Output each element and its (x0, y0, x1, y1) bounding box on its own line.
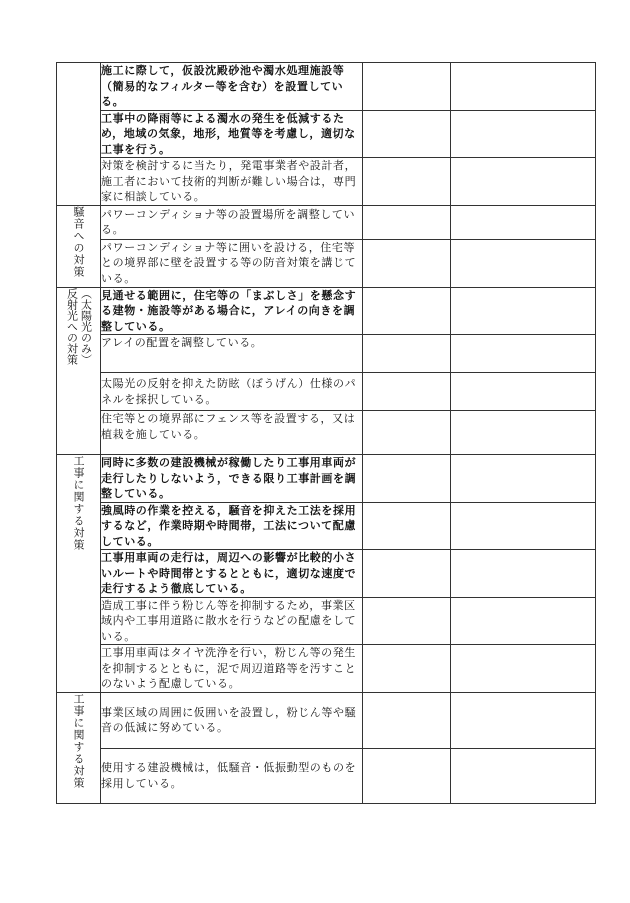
remarks-cell[interactable] (451, 748, 596, 803)
check-cell[interactable] (363, 63, 451, 111)
remarks-cell[interactable] (451, 502, 596, 550)
check-item: 造成工事に伴う粉じん等を抑制するため，事業区域内や工事用道路に散水を行うなどの配慮をしている。 (101, 597, 363, 645)
table-row (57, 748, 596, 803)
check-cell[interactable] (363, 455, 451, 503)
checklist-table (56, 62, 596, 804)
remarks-cell[interactable] (451, 63, 596, 111)
check-item: パワーコンディショナ等の設置場所を調整している。 (101, 205, 363, 239)
check-item: 施工に際して，仮設沈殿砂池や濁水処理施設等（簡易的なフィルター等を含む）を設置している。 (101, 63, 363, 111)
category-cell-construction (57, 455, 101, 693)
check-cell[interactable] (363, 502, 451, 550)
table-row (57, 597, 596, 645)
remarks-cell[interactable] (451, 411, 596, 455)
table-row (57, 287, 596, 335)
category-label-construction: 工事に関する対策 (72, 455, 85, 551)
remarks-cell[interactable] (451, 158, 596, 206)
table-row (57, 645, 596, 693)
check-cell[interactable] (363, 597, 451, 645)
remarks-cell[interactable] (451, 110, 596, 158)
remarks-cell[interactable] (451, 455, 596, 503)
table-row (57, 205, 596, 239)
check-cell[interactable] (363, 692, 451, 748)
category-label-reflection: 反射光への対策 (65, 287, 79, 365)
category-cell-water (57, 63, 101, 206)
table-row (57, 550, 596, 598)
category-label-construction-2: 工事に関する対策 (72, 692, 85, 789)
check-item: アレイの配置を調整している。 (101, 335, 363, 373)
remarks-cell[interactable] (451, 373, 596, 411)
check-cell[interactable] (363, 205, 451, 239)
table-row (57, 158, 596, 206)
category-note-solar: （太陽光のみ） (79, 287, 93, 365)
remarks-cell[interactable] (451, 205, 596, 239)
remarks-cell[interactable] (451, 239, 596, 287)
check-item: 使用する建設機械は，低騒音・低振動型のものを採用している。 (101, 748, 363, 803)
check-cell[interactable] (363, 748, 451, 803)
category-cell-reflection (57, 287, 101, 455)
category-cell-noise (57, 205, 101, 287)
check-cell[interactable] (363, 411, 451, 455)
table-row (57, 502, 596, 550)
check-item: 工事用車両の走行は，周辺への影響が比較的小さいルートや時間帯とするとともに，適切な速度で走行するよう徹底している。 (101, 550, 363, 598)
check-cell[interactable] (363, 287, 451, 335)
check-cell[interactable] (363, 645, 451, 693)
check-cell[interactable] (363, 110, 451, 158)
check-item: 同時に多数の建設機械が稼働したり工事用車両が走行したりしないよう，できる限り工事計画を調整している。 (101, 455, 363, 503)
category-cell-construction-2 (57, 692, 101, 803)
check-cell[interactable] (363, 373, 451, 411)
table-row (57, 63, 596, 111)
remarks-cell[interactable] (451, 692, 596, 748)
check-cell[interactable] (363, 158, 451, 206)
table-row (57, 335, 596, 373)
table-row (57, 411, 596, 455)
check-item: 住宅等との境界部にフェンス等を設置する，又は植栽を施している。 (101, 411, 363, 455)
table-row (57, 110, 596, 158)
table-row (57, 239, 596, 287)
remarks-cell[interactable] (451, 645, 596, 693)
table-row (57, 373, 596, 411)
category-label-noise: 騒音への対策 (72, 205, 85, 278)
remarks-cell[interactable] (451, 550, 596, 598)
check-cell[interactable] (363, 335, 451, 373)
remarks-cell[interactable] (451, 597, 596, 645)
check-item: パワーコンディショナ等に囲いを設ける，住宅等との境界部に壁を設置する等の防音対策を講じている。 (101, 239, 363, 287)
table-row (57, 692, 596, 748)
check-item: 事業区域の周囲に仮囲いを設置し，粉じん等や騒音の低減に努めている。 (101, 692, 363, 748)
table-row (57, 455, 596, 503)
check-cell[interactable] (363, 239, 451, 287)
check-item: 太陽光の反射を抑えた防眩（ぼうげん）仕様のパネルを採択している。 (101, 373, 363, 411)
check-item: 強風時の作業を控える，騒音を抑えた工法を採用するなど，作業時期や時間帯，工法について配慮している。 (101, 502, 363, 550)
check-cell[interactable] (363, 550, 451, 598)
check-item: 工事用車両はタイヤ洗浄を行い，粉じん等の発生を抑制するとともに，泥で周辺道路等を汚すことのないよう配慮している。 (101, 645, 363, 693)
check-item: 見通せる範囲に，住宅等の「まぶしさ」を懸念する建物・施設等がある場合に，アレイの向きを調整している。 (101, 287, 363, 335)
check-item: 対策を検討するに当たり，発電事業者や設計者，施工者において技術的判断が難しい場合は，専門家に相談している。 (101, 158, 363, 206)
check-item: 工事中の降雨等による濁水の発生を低減するため，地域の気象，地形，地質等を考慮し，適切な工事を行う。 (101, 110, 363, 158)
remarks-cell[interactable] (451, 287, 596, 335)
remarks-cell[interactable] (451, 335, 596, 373)
